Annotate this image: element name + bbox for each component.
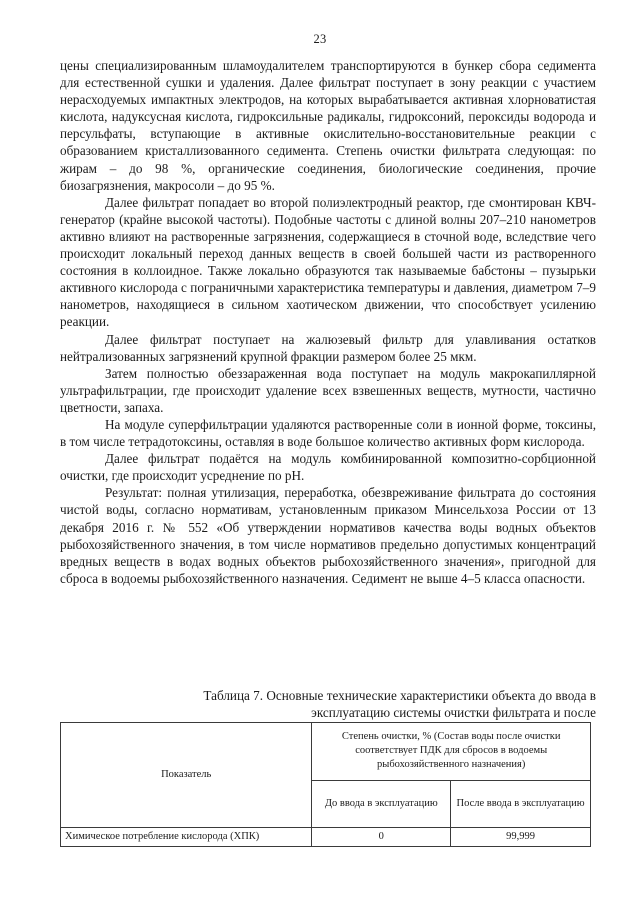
paragraph: цены специализированным шламоудалителем транспортируются в бункер сбора седимента для естественной сушки и удаления. Далее фильтрат поступает в зону реакции с участием нерасходуемых импактных электродов, на которых вырабатывается активная хлорноватистая кислота, надуксусная кислота, гидроксильные радикалы, гидроксоний, пероксиды водорода и персульфаты, вступающие в активные окислительно-восстановительные реакции с образованием кристаллизованного седимента. Степень очистки фильтрата следующая: по жирам – до 98 %, органические соединения, биологические соединения, прочие биозагрязнения, макросоли – до 95 %. [60, 58, 596, 193]
paragraph: Далее фильтрат подаётся на модуль комбинированной композитно-сорбционной очистки, где происходит усреднение по рН. [60, 451, 596, 484]
cell-indicator: Химическое потребление кислорода (ХПК) [61, 828, 312, 847]
table-row [61, 828, 591, 847]
table-header-row [61, 723, 591, 781]
page-number: 23 [313, 32, 327, 46]
header-indicator: Показатель [61, 723, 312, 828]
paragraph: Далее фильтрат попадает во второй полиэлектродный реактор, где смонтирован КВЧ-генератор (крайне высокой частоты). Подобные частоты с длиной волны 207–210 нанометров активно влияют на растворенные загрязнения, содержащиеся в сточной воде, вследствие чего происходит локальный переход данных веществ в своей большей части из растворенного состояния в коллоидное. Также локально образуются так называемые бабстоны – пузырьки активного кислорода с пограничными характеристика температуры и давления, диаметром 7–9 нанометров, находящиеся в сильном хаотическом движении, что способствует усилению реакции. [60, 194, 596, 330]
paragraph: Затем полностью обеззараженная вода поступает на модуль макрокапиллярной ультрафильтрации, где происходит удаление всех взвешенных веществ, мутности, частично цветности, запаха. [60, 365, 596, 415]
header-degree: Степень очистки, % (Состав воды после очистки соответствует ПДК для сбросов в водоемы рыбохозяйственного назначения) [312, 723, 591, 781]
paragraph: На модуле суперфильтрации удаляются растворенные соли в ионной форме, токсины, в том числе тетрадотоксины, оставляя в воде большое количество активных форм кислорода. [60, 416, 596, 450]
table-caption: Таблица 7. Основные технические характеристики объекта до ввода в эксплуатацию системы очистки фильтрата и после [203, 688, 596, 721]
cell-before: 0 [312, 828, 451, 847]
cell-after: 99,999 [451, 828, 591, 847]
header-before: До ввода в эксплуатацию [312, 780, 451, 827]
characteristics-table [60, 722, 591, 847]
header-after: После ввода в эксплуатацию [451, 780, 591, 827]
body-text [60, 57, 596, 587]
paragraph: Результат: полная утилизация, переработка, обезвреживание фильтрата до состояния чистой воды, согласно нормативам, установленным приказом Минсельхоза России от 13 декабря 2016 г. № 552 «Об утверждении нормативов качества воды водных объектов рыбохозяйственного значения, в том числе нормативов предельно допустимых концентраций вредных веществ в водах водных объектов рыбохозяйственного значения», пригодной для сброса в водоемы рыбохозяйственного назначения. Седимент не выше 4–5 класса опасности. [60, 485, 596, 586]
paragraph: Далее фильтрат поступает на жалюзевый фильтр для улавливания остатков нейтрализованных загрязнений крупной фракции размером более 25 мкм. [60, 331, 596, 364]
